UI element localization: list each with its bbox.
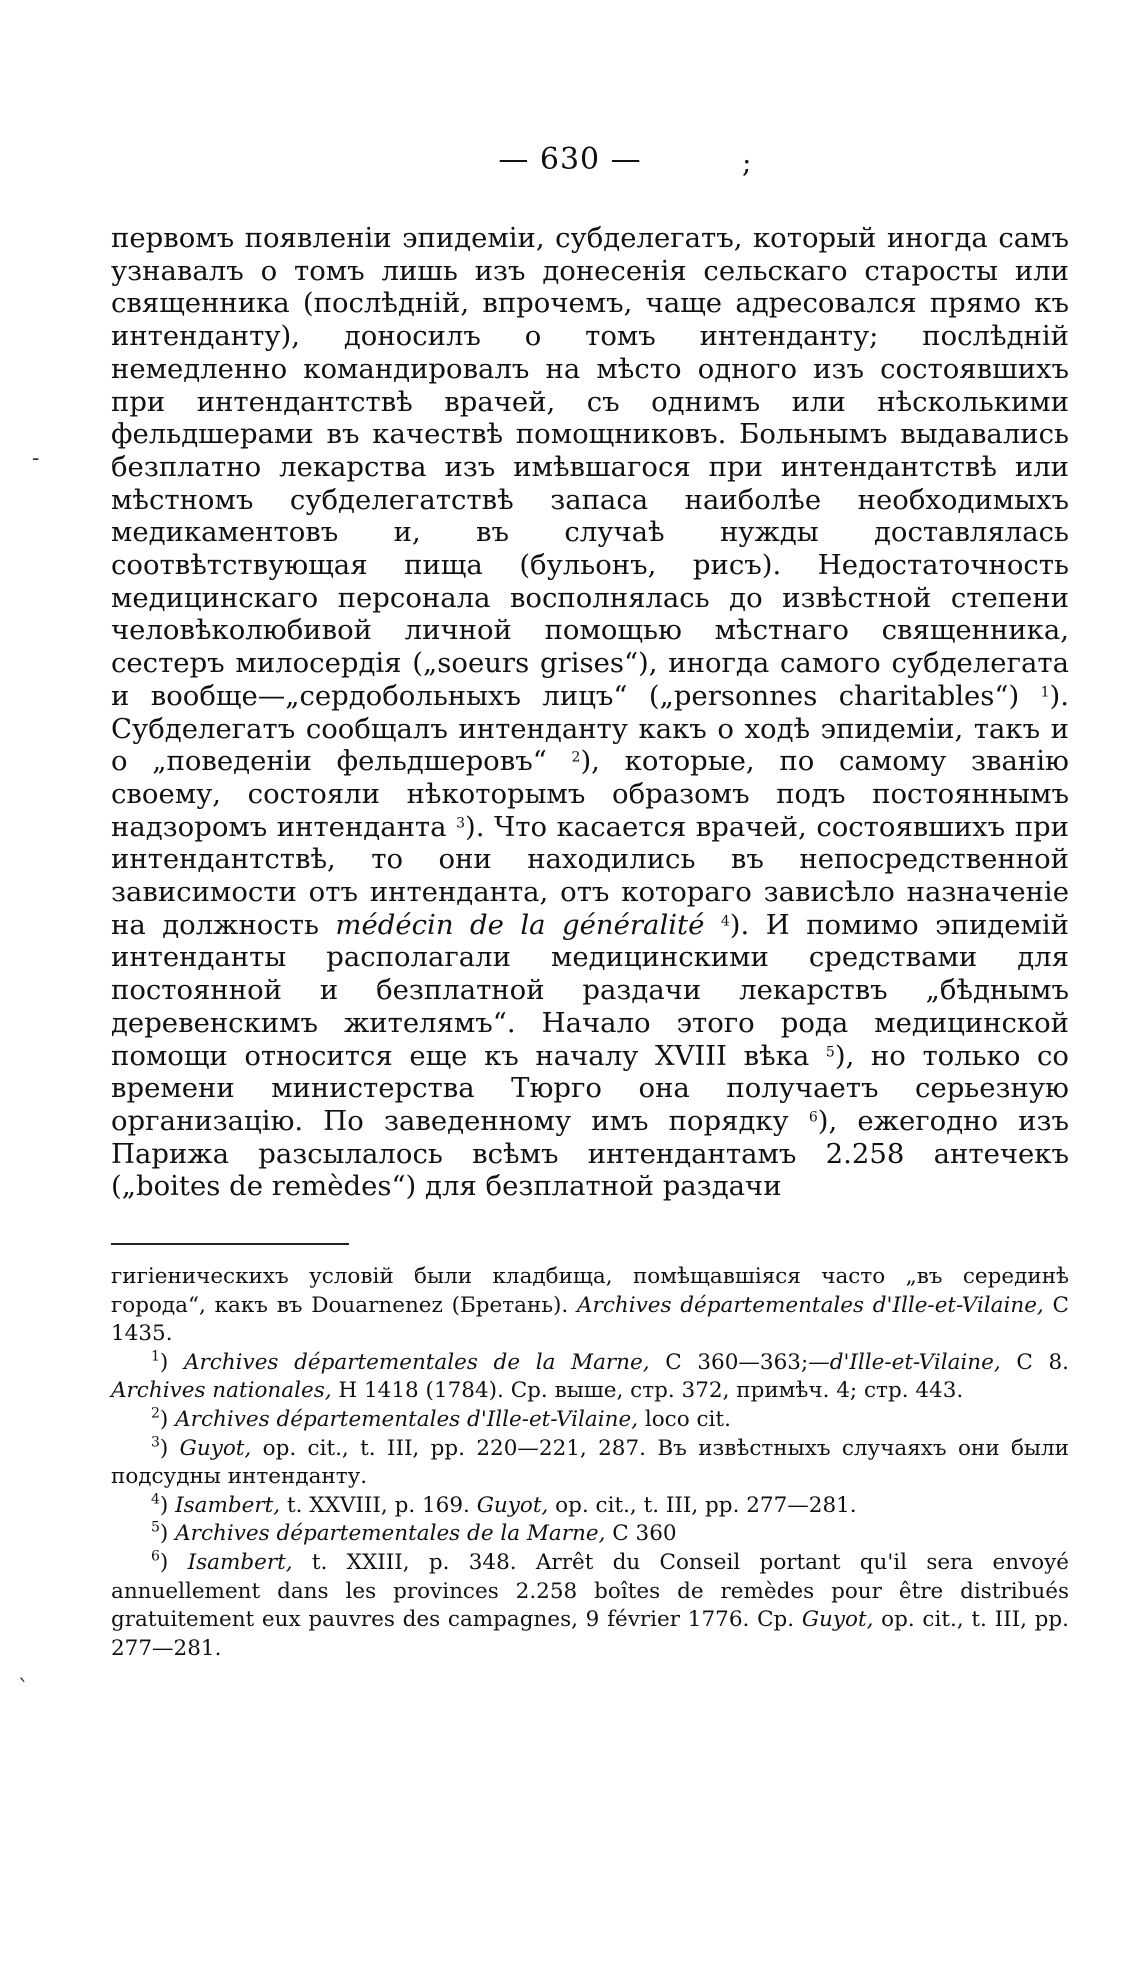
footnote-ref-2: 2 bbox=[571, 749, 581, 766]
footnote-ref-6: 6 bbox=[808, 1109, 818, 1126]
body-italic-term: médécin de la généralité bbox=[335, 908, 705, 941]
fn2-num: 2 bbox=[151, 1405, 160, 1422]
body-text-5: . И помимо эпидемій интенданты располагали медицинскими средствами для постоянной и безплатной раздачи лекарствъ „бѣднымъ деревенскимъ жителямъ“. Начало этого рода медицинской помощи относится еще къ началу XVIII вѣка bbox=[111, 908, 1069, 1072]
fn1-num: 1 bbox=[151, 1348, 160, 1365]
footnotes bbox=[111, 1263, 1069, 1663]
fn6-text-a: t. XXIII, p. 348. Arrêt du Conseil portant qu'il sera envoyé annuellement dans les provinces 2.258 boîtes de remèdes pour être distribués gratuitement eux pauvres des campagnes, 9 février 1776. Ср. bbox=[111, 1549, 1069, 1633]
footnote-2: $^2$) Archives départementales d'Ille-et-Vilaine, loco cit. bbox=[151, 1405, 731, 1432]
fn-carry-italic-a: Archives départementales d'Ille-et-Vilaine, bbox=[577, 1292, 1044, 1318]
main-paragraph: первомъ появленіи эпидеміи, субделегатъ, который иногда самъ узнавалъ о томъ лишь изъ донесенія сельскаго старосты или священника (послѣдній, впрочемъ, чаще адресовался прямо къ интенданту), доносилъ о томъ интенданту; послѣдній немедленно командировалъ на мѣсто одного изъ состоявшихъ при интендантствѣ врачей, съ однимъ или нѣсколькими фельдшерами въ качествѣ помощниковъ. Больнымъ выдавались безплатно лекарства изъ имѣвшагося при интендантствѣ или мѣстномъ субделегатствѣ запаса наиболѣе необходимыхъ медикаментовъ и, въ случаѣ нужды доставлялась соотвѣтствующая пища (бульонъ, рисъ). Недостаточность медицинскаго персонала восполнялась до извѣстной степени человѣколюбивой личной помощью мѣстнаго священника, сестеръ милосердія („soeurs grises“), иногда самого субделегата и вообще—„сердобольныхъ лицъ“ („personnes charitables“) $^1$). Субделегатъ сообщалъ интенданту какъ о ходѣ эпидеміи, такъ и о „поведеніи фельдшеровъ“ $^2$), которые, по самому званію своему, состояли нѣкоторымъ образомъ подъ постояннымъ надзоромъ интенданта $^3$). Что касается врачей, состоявшихъ при интендантствѣ, то они находились въ непосредственной зависимости отъ интенданта, отъ котораго зависѣло назначеніе на должность médécin de la généralité $^4$). И помимо эпидемій интенданты располагали медицинскими средствами для постоянной и безплатной раздачи лекарствъ „бѣднымъ деревенскимъ жителямъ“. Начало этого рода медицинской помощи относится еще къ началу XVIII вѣка $^5$), но только со времени министерства Тюрго она получаетъ серьезную организацію. По заведенному имъ порядку $^6$), ежегодно изъ Парижа разсылалось всѣмъ интендантамъ 2.258 антечекъ („boites de remèdes“) для безплатной раздачи bbox=[111, 222, 1069, 1203]
body-text-4: . Что касается врачей, состоявшихъ при интендантствѣ, то они находились въ непосредственной зависимости отъ интенданта, отъ котораго зависѣло назначеніе на должность bbox=[111, 810, 1069, 941]
body-text-1: первомъ появленіи эпидеміи, субделегатъ, который иногда самъ узнавалъ о томъ лишь изъ донесенія сельскаго старосты или священника (послѣдній, впрочемъ, чаще адресовался прямо къ интенданту), доносилъ о томъ интенданту; послѣдній немедленно командировалъ на мѣсто одного изъ состоявшихъ при интендантствѣ врачей, съ однимъ или нѣсколькими фельдшерами въ качествѣ помощниковъ. Больнымъ выдавались безплатно лекарства изъ имѣвшагося при интендантствѣ или мѣстномъ субделегатствѣ запаса наиболѣе необходимыхъ медикаментовъ и, въ случаѣ нужды доставлялась соотвѣтствующая пища (бульонъ, рисъ). Недостаточность медицинскаго персонала восполнялась до извѣстной степени человѣколюбивой личной помощью мѣстнаго священника, сестеръ милосердія („soeurs grises“), иногда самого субделегата и вообще—„сердобольныхъ лицъ“ („personnes charitables“) bbox=[111, 222, 1069, 712]
fn3-num: 3 bbox=[151, 1434, 160, 1451]
fn1-text-a: C 360—363;— bbox=[649, 1349, 830, 1375]
footnote-ref-3: 3 bbox=[456, 815, 466, 832]
fn-carry-text-a: гигіеническихъ условій были кладбища, помѣщавшіяся часто „въ серединѣ города“, какъ въ Douarnenez (Бретань). bbox=[111, 1264, 1069, 1318]
fn6-italic-b: Guyot, bbox=[801, 1607, 874, 1633]
footnote-4: $^4$) Isambert, t. XXVIII, p. 169. Guyot, op. cit., t. III, pp. 277—281. bbox=[151, 1491, 857, 1518]
fn1-italic-b: d'Ille-et-Vilaine, bbox=[829, 1349, 1001, 1375]
footnote-divider bbox=[111, 1243, 349, 1245]
footnote-6: $^6$) Isambert, t. XXIII, p. 348. Arrêt du Conseil portant qu'il sera envoyé annuellement dans les provinces 2.258 boîtes de remèdes pour être distribués gratuitement eux pauvres des campagnes, 9 février 1776. Ср. Guyot, op. cit., t. III, pp. 277—281. bbox=[111, 1548, 1069, 1661]
footnote-3: $^3$) Guyot, op. cit., t. III, pp. 220—221, 287. Въ извѣстныхъ случаяхъ они были подсудны интенданту. bbox=[111, 1434, 1069, 1490]
fn6-num: 6 bbox=[151, 1548, 160, 1565]
fn2-italic-a: Archives départementales d'Ille-et-Vilaine, bbox=[175, 1406, 639, 1432]
fn5-num: 5 bbox=[151, 1519, 160, 1536]
body-text-3: , которые, по самому званію своему, состояли нѣкоторымъ образомъ подъ постояннымъ надзоромъ интенданта bbox=[111, 745, 1069, 843]
page-number-text: — 630 — bbox=[498, 142, 642, 177]
fn3-text-a: op. cit., t. III, pp. 220—221, 287. Въ извѣстныхъ случаяхъ они были подсудны интенданту. bbox=[111, 1435, 1069, 1490]
margin-mark-upper: - bbox=[32, 446, 40, 471]
fn4-text-a: t. XXVIII, p. 169. bbox=[280, 1492, 477, 1518]
fn1-text-b: C 8. bbox=[1000, 1349, 1069, 1375]
fn-carry-text-b: C 1435. bbox=[111, 1292, 1069, 1347]
footnote-ref-4: 4 bbox=[720, 913, 730, 930]
page-mark: ; bbox=[742, 146, 753, 179]
page-number bbox=[0, 142, 1140, 177]
fn3-italic-a: Guyot, bbox=[179, 1435, 252, 1461]
fn2-text-a: loco cit. bbox=[638, 1406, 731, 1432]
fn1-italic-a: Archives départementales de la Marne, bbox=[183, 1349, 650, 1375]
fn1-text-c: H 1418 (1784). Ср. выше, стр. 372, примѣч. 4; стр. 443. bbox=[331, 1378, 964, 1404]
footnote-ref-1: 1 bbox=[1040, 684, 1050, 701]
body-text-7: , ежегодно изъ Парижа разсылалось всѣмъ интендантамъ 2.258 антечекъ („boites de remèdes“) для безплатной раздачи bbox=[111, 1104, 1069, 1203]
footnote-1: $^1$) Archives départementales de la Marne, C 360—363;—d'Ille-et-Vilaine, C 8. Archives nationales, H 1418 (1784). Ср. выше, стр. 372, примѣч. 4; стр. 443. bbox=[111, 1348, 1069, 1404]
fn1-italic-c: Archives nationales, bbox=[111, 1378, 332, 1404]
fn6-text-b: op. cit., t. III, pp. 277—281. bbox=[111, 1607, 1069, 1661]
fn4-italic-b: Guyot, bbox=[476, 1492, 549, 1518]
fn4-num: 4 bbox=[151, 1491, 160, 1508]
fn6-italic-a: Isambert, bbox=[187, 1549, 293, 1575]
footnote-ref-5: 5 bbox=[825, 1044, 835, 1061]
fn4-italic-a: Isambert, bbox=[175, 1492, 281, 1518]
body-text-2: . Субделегатъ сообщалъ интенданту какъ о ходѣ эпидеміи, такъ и о „поведеніи фельдшеровъ“ bbox=[111, 679, 1069, 778]
footnote-continuation bbox=[111, 1263, 1069, 1349]
footnote-5: $^5$) Archives départementales de la Marne, C 360 bbox=[151, 1519, 677, 1547]
fn4-text-b: op. cit., t. III, pp. 277—281. bbox=[548, 1492, 857, 1518]
fn5-italic-a: Archives départementales de la Marne, bbox=[175, 1521, 606, 1547]
fn5-text-a: C 360 bbox=[605, 1521, 677, 1547]
body-text-6: , но только со времени министерства Тюрго она получаетъ серьезную организацію. По заведенному имъ порядку bbox=[111, 1039, 1069, 1137]
margin-mark-lower: ` bbox=[18, 1677, 29, 1702]
